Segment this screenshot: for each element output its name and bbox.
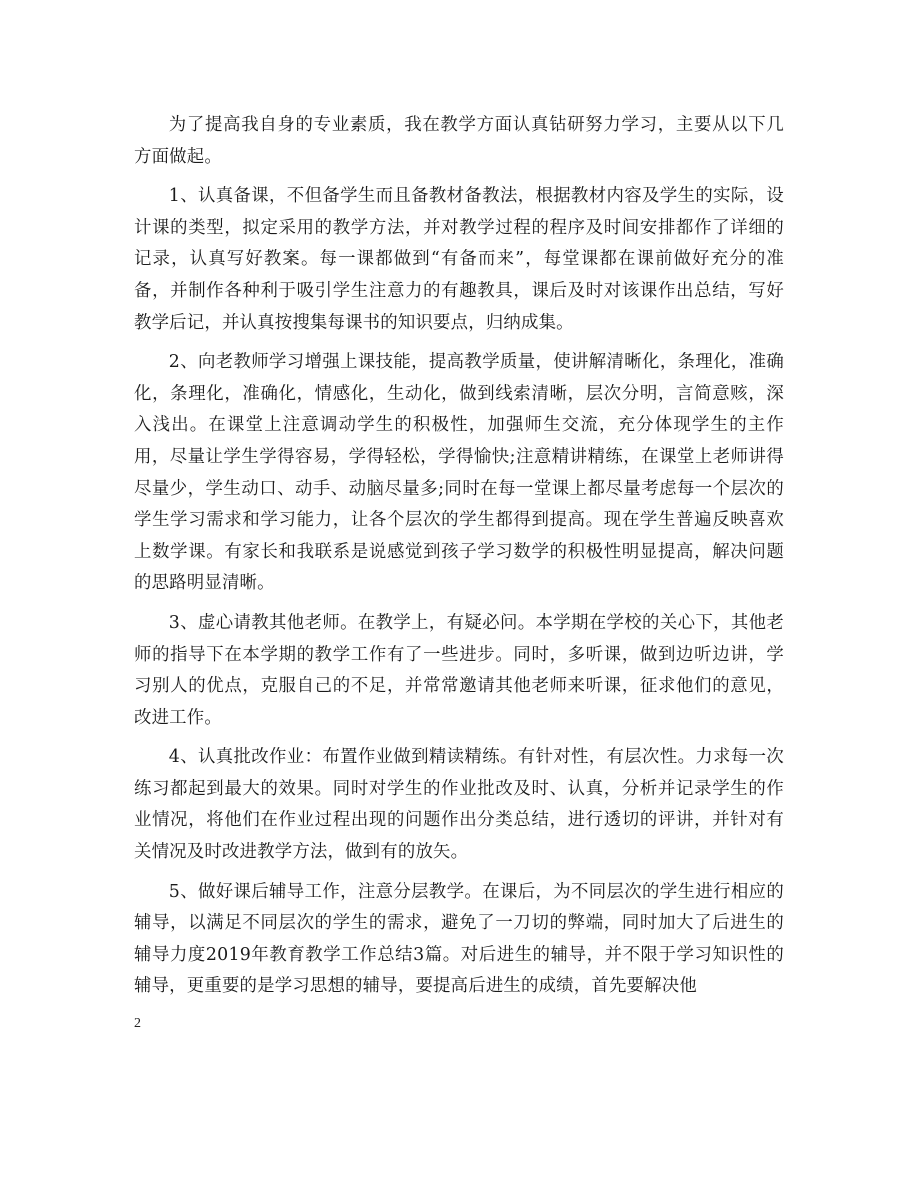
paragraph-item-2: 2、向老教师学习增强上课技能，提高教学质量，使讲解清晰化，条理化，准确化，条理化，准确化，情感化，生动化，做到线索清晰，层次分明，言简意赅，深入浅出。在课堂上注意调动学生的积极性，加强师生交流，充分体现学生的主作用，尽量让学生学得容易，学得轻松，学得愉快;注意精讲精练，在课堂上老师讲得尽量少，学生动口、动手、动脑尽量多;同时在每一堂课上都尽量考虑每一个层次的学生学习需求和学习能力，让各个层次的学生都得到提高。现在学生普遍反映喜欢上数学课。有家长和我联系是说感觉到孩子学习数学的积极性明显提高，解决问题的思路明显清晰。 (134, 352, 784, 594)
paragraph-item-1: 1、认真备课，不但备学生而且备教材备教法，根据教材内容及学生的实际，设计课的类型，拟定采用的教学方法，并对教学过程的程序及时间安排都作了详细的记录，认真写好教案。每一课都做到“有备而来”，每堂课都在课前做好充分的准备，并制作各种利于吸引学生注意力的有趣教具，课后及时对该课作出总结，写好教学后记，并认真按搜集每课书的知识要点，归纳成集。 (134, 186, 784, 333)
paragraph-item-5: 5、做好课后辅导工作，注意分层教学。在课后，为不同层次的学生进行相应的辅导，以满足不同层次的学生的需求，避免了一刀切的弊端，同时加大了后进生的辅导力度2019年教育教学工作总结3篇。对后进生的辅导，并不限于学习知识性的辅导，更重要的是学习思想的辅导，要提高后进生的成绩，首先要解决他 (134, 881, 784, 997)
paragraph-item-4: 4、认真批改作业：布置作业做到精读精练。有针对性，有层次性。力求每一次练习都起到最大的效果。同时对学生的作业批改及时、认真，分析并记录学生的作业情况，将他们在作业过程出现的问题作出分类总结，进行透切的评讲，并针对有关情况及时改进教学方法，做到有的放矢。 (134, 747, 784, 863)
document-body (134, 110, 784, 1011)
paragraph-item-3: 3、虚心请教其他老师。在教学上，有疑必问。本学期在学校的关心下，其他老师的指导下在本学期的教学工作有了一些进步。同时，多听课，做到边听边讲，学习别人的优点，克服自己的不足，并常常邀请其他老师来听课，征求他们的意见，改进工作。 (134, 612, 784, 728)
paragraph-intro: 为了提高我自身的专业素质，我在教学方面认真钻研努力学习，主要从以下几方面做起。 (134, 115, 784, 167)
page-number: 2 (134, 1016, 141, 1031)
